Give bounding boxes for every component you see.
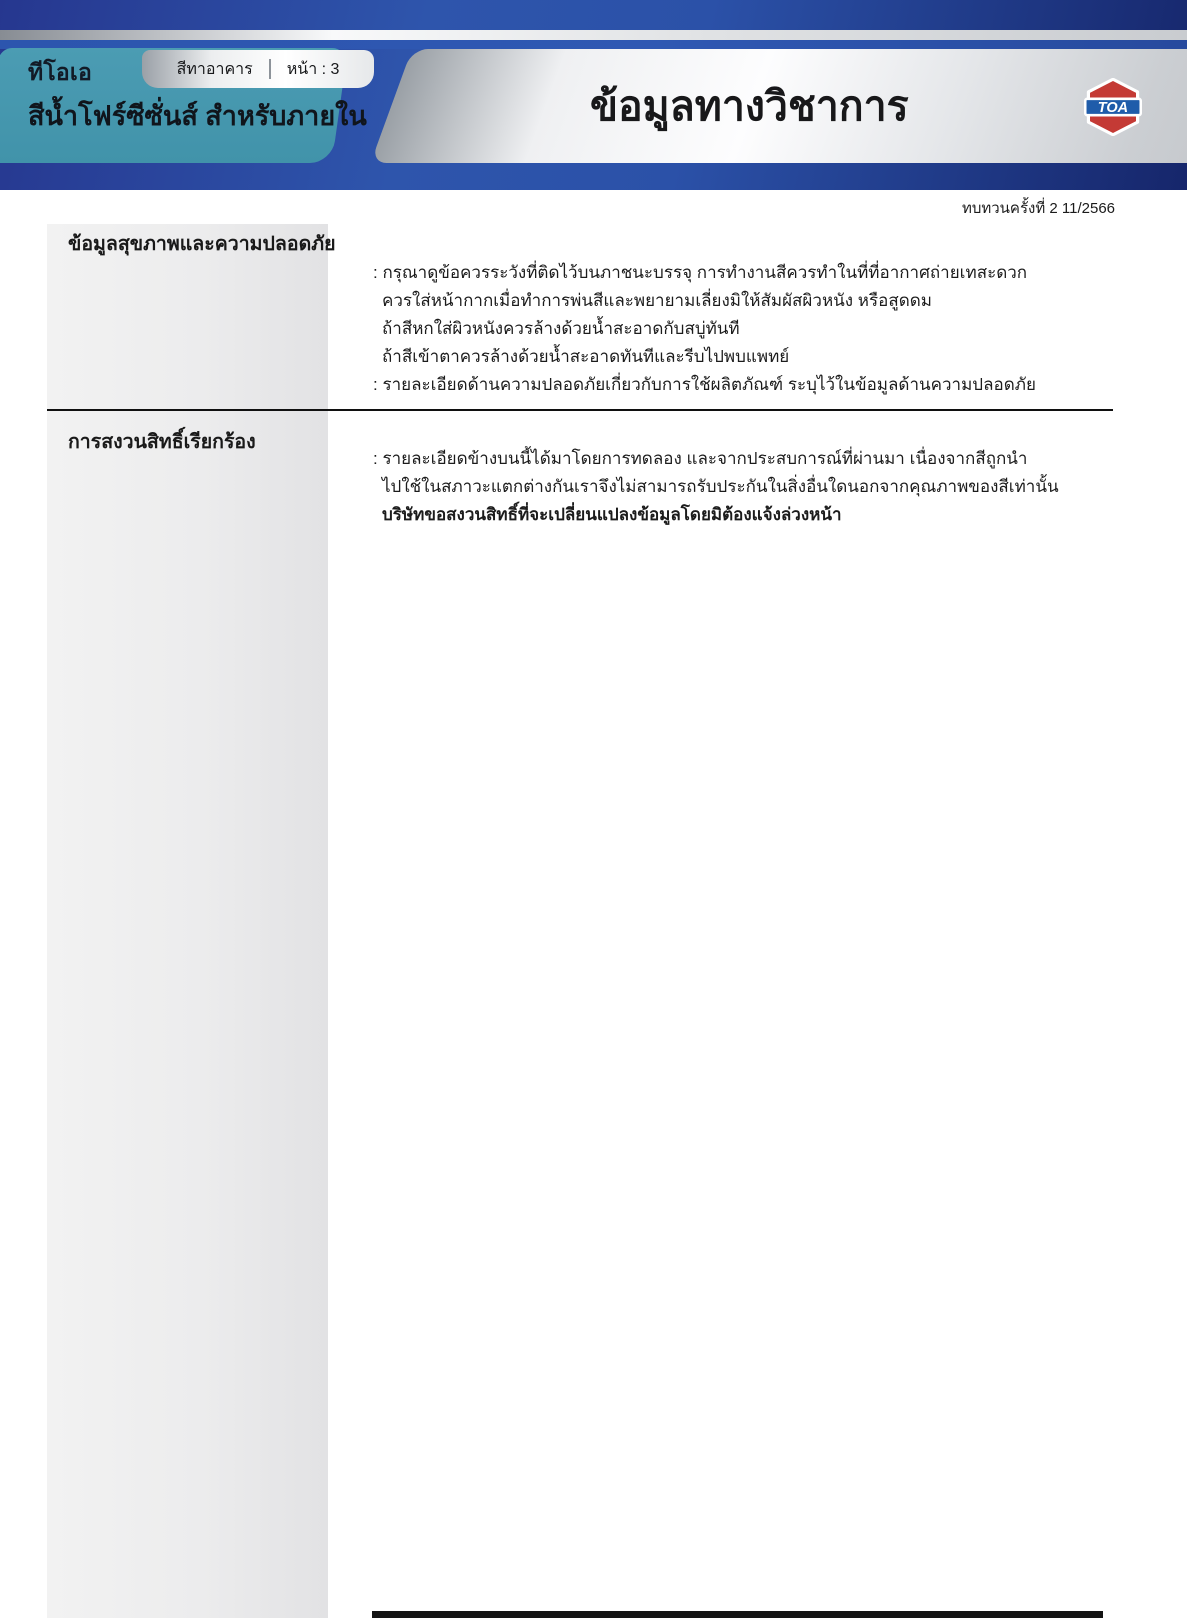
section-heading-disclaimer: การสงวนสิทธิ์เรียกร้อง — [68, 431, 256, 453]
section-heading-health-safety: ข้อมูลสุขภาพและความปลอดภัย — [68, 233, 336, 255]
footer-band-cut — [372, 1611, 1103, 1618]
body-line: ถ้าสีหกใส่ผิวหนังควรล้างด้วยน้ำสะอาดกับสบู่ทันที — [382, 319, 740, 338]
body-line: : รายละเอียดด้านความปลอดภัยเกี่ยวกับการใช้ผลิตภัณฑ์ ระบุไว้ในข้อมูลด้านความปลอดภัย — [373, 375, 1036, 394]
page-number-label: หน้า : 3 — [286, 60, 340, 78]
body-line: ควรใส่หน้ากากเมื่อทำการพ่นสีและพยายามเลี่ยงมิให้สัมผัสผิวหนัง หรือสูดดม — [382, 291, 933, 310]
revision-note: ทบทวนครั้งที่ 2 11/2566 — [961, 200, 1115, 217]
body-line: ถ้าสีเข้าตาควรล้างด้วยน้ำสะอาดทันทีและรีบไปพบแพทย์ — [382, 347, 790, 366]
toa-logo-text: TOA — [1097, 100, 1129, 117]
disclaimer-bold-line: บริษัทขอสงวนสิทธิ์ที่จะเปลี่ยนแปลงข้อมูลโดยมิต้องแจ้งล่วงหน้า — [382, 505, 842, 524]
disclaimer-paragraph — [373, 445, 1163, 529]
header-band — [0, 0, 1187, 190]
product-name: สีน้ำโฟร์ซีซั่นส์ สำหรับภายใน — [28, 101, 367, 131]
health-safety-paragraph — [373, 259, 1163, 399]
title-band — [371, 49, 1187, 163]
category-label: สีทาอาคาร — [176, 60, 253, 78]
document-title: ข้อมูลทางวิชาการ — [590, 83, 909, 129]
pill-separator — [269, 59, 271, 79]
title-band-content — [412, 49, 1187, 163]
header-silver-stripe — [0, 30, 1187, 40]
body-line: : รายละเอียดข้างบนนี้ได้มาโดยการทดลอง และจากประสบการณ์ที่ผ่านมา เนื่องจากสีถูกนำ — [373, 449, 1028, 468]
brand-name: ทีโอเอ — [28, 59, 93, 85]
category-page-pill — [142, 50, 374, 88]
body-line: : กรุณาดูข้อควรระวังที่ติดไว้บนภาชนะบรรจุ การทำงานสีควรทำในที่ที่อากาศถ่ายเทสะดวก — [373, 263, 1028, 282]
toa-logo-icon — [1080, 78, 1146, 136]
body-line: ไปใช้ในสภาวะแตกต่างกันเราจึงไม่สามารถรับประกันในสิ่งอื่นใดนอกจากคุณภาพของสีเท่านั้น — [382, 477, 1059, 496]
section-divider — [47, 409, 1113, 411]
